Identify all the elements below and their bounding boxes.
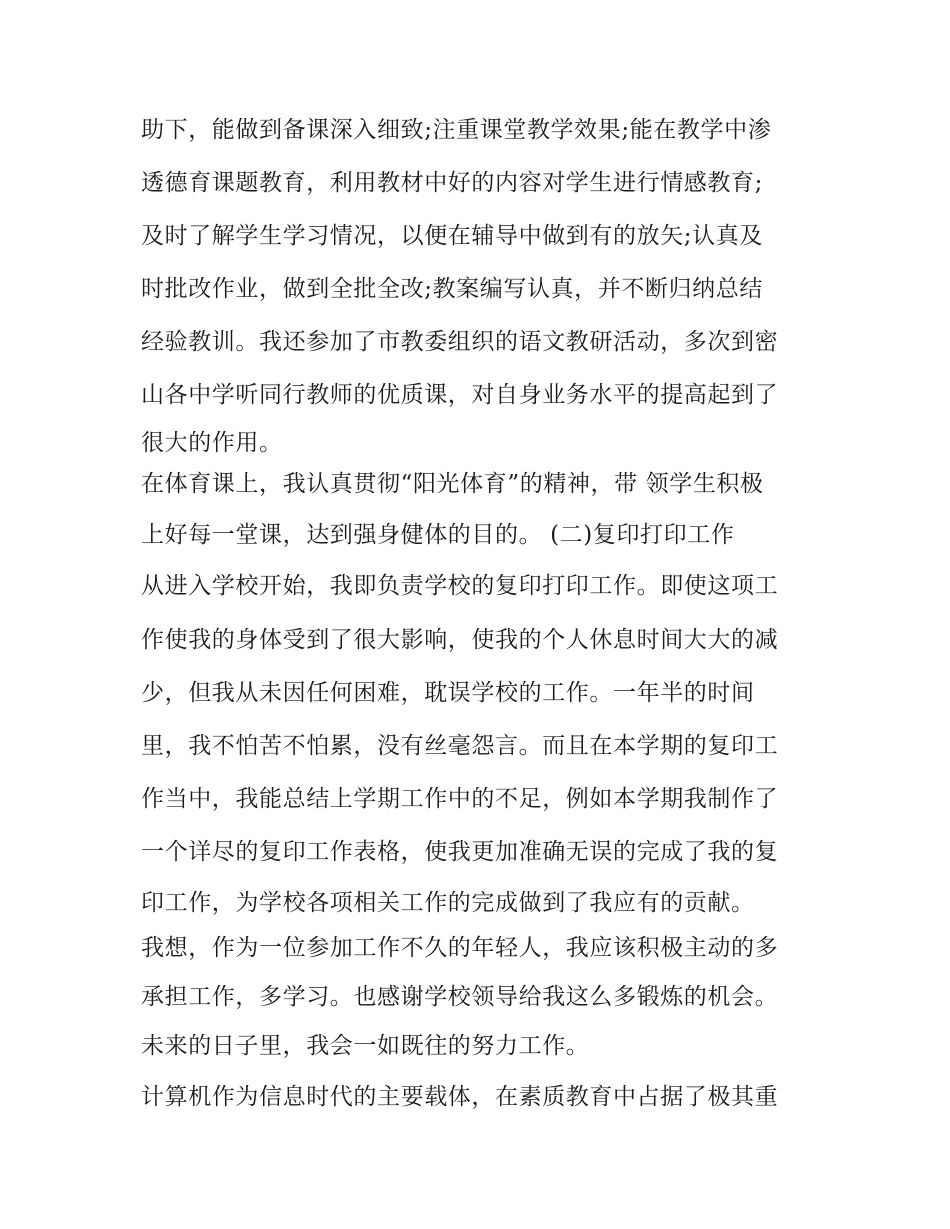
- text-line: 承担工作，多学习。也感谢学校领导给我这么多锻炼的机会。: [141, 984, 779, 1010]
- text-line: 透德育课题教育，利用教材中好的内容对学生进行情感教育;: [141, 170, 763, 196]
- text-line: 在体育课上，我认真贯彻“阳光体育”的精神，带 领学生积极: [141, 471, 764, 497]
- text-line: 上好每一堂课，达到强身健体的目的。 (二)复印打印工作: [141, 522, 735, 548]
- text-line: 我想，作为一位参加工作不久的年轻人，我应该积极主动的多: [141, 935, 779, 961]
- text-line: 少，但我从未因任何困难，耽误学校的工作。一年半的时间: [141, 680, 755, 706]
- text-line: 山各中学听同行教师的优质课，对自身业务水平的提高起到了: [141, 382, 779, 408]
- text-line: 时批改作业，做到全批全改;教案编写认真，并不断归纳总结: [141, 276, 763, 302]
- text-line: 计算机作为信息时代的主要载体，在素质教育中占据了极其重: [141, 1084, 779, 1110]
- text-line: 印工作，为学校各项相关工作的完成做到了我应有的贡献。: [141, 890, 755, 916]
- text-line: 一个详尽的复印工作表格，使我更加准确无误的完成了我的复: [141, 839, 779, 865]
- text-line: 助下，能做到备课深入细致;注重课堂教学效果;能在教学中渗: [141, 117, 772, 143]
- text-line: 作使我的身体受到了很大影响，使我的个人休息时间大大的减: [141, 627, 779, 653]
- text-line: 及时了解学生学习情况，以便在辅导中做到有的放矢;认真及: [141, 223, 763, 249]
- text-line: 经验教训。我还参加了市教委组织的语文教研活动，多次到密: [141, 329, 779, 355]
- text-line: 作当中，我能总结上学期工作中的不足，例如本学期我制作了: [141, 786, 779, 812]
- text-line: 里，我不怕苦不怕累，没有丝毫怨言。而且在本学期的复印工: [141, 733, 779, 759]
- text-line: 很大的作用。: [141, 430, 283, 456]
- text-line: 未来的日子里，我会一如既往的努力工作。: [141, 1033, 590, 1059]
- text-line: 从进入学校开始，我即负责学校的复印打印工作。即使这项工: [141, 573, 779, 599]
